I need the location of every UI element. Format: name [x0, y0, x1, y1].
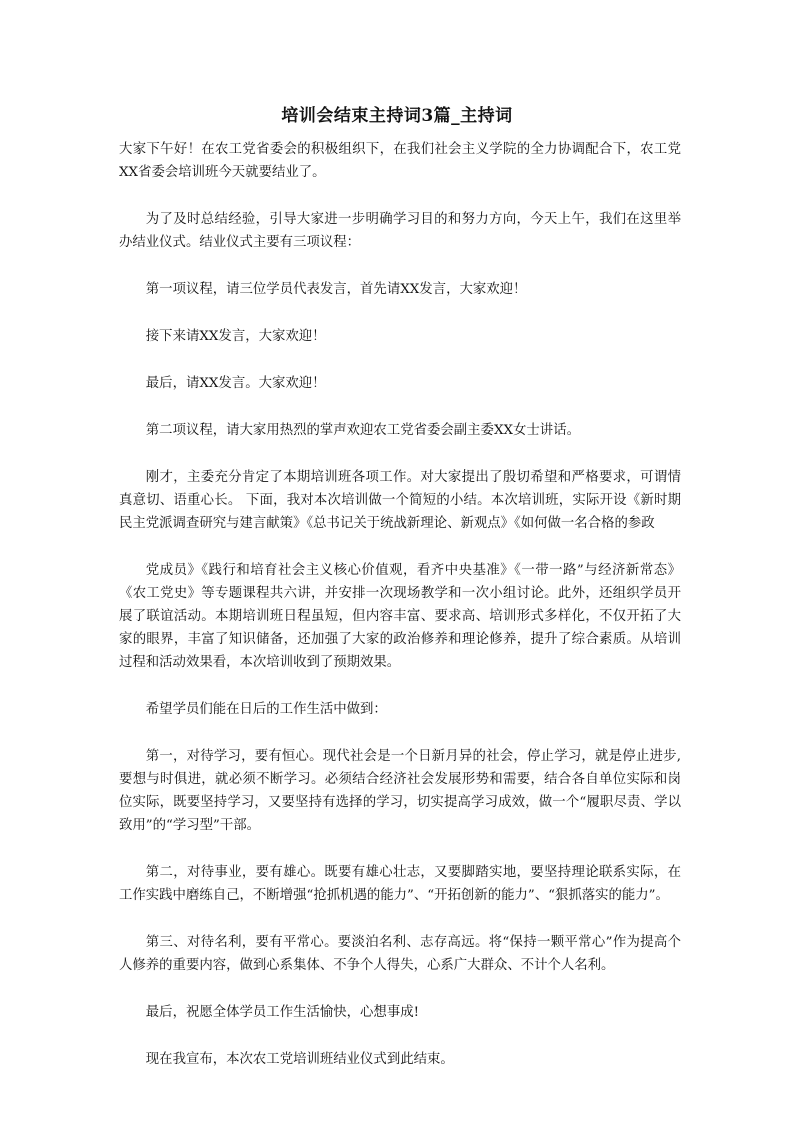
document-title: 培训会结束主持词3篇_主持词	[281, 106, 513, 126]
paragraph-agenda-intro: 为了及时总结经验，引导大家进一步明确学习目的和努力方向，今天上午，我们在这里举办结业仪式。结业仪式主要有三项议程：	[119, 212, 681, 250]
paragraph-agenda-item-2: 第二项议程，请大家用热烈的掌声欢迎农工党省委会副主委XX女士讲话。	[145, 423, 580, 438]
paragraph-agenda-item-1: 第一项议程，请三位学员代表发言，首先请XX发言，大家欢迎！	[145, 282, 527, 297]
paragraph-closing: 现在我宣布，本次农工党培训班结业仪式到此结束。	[145, 1052, 454, 1067]
paragraph-summary: 刚才，主委充分肯定了本期培训班各项工作。对大家提出了殷切希望和严格要求，可谓情真意切、语重心长。 下面，我对本次培训做一个简短的小结。本次培训班，实际开设《新时期民主党派调查研究与建言献策》《总书记关于统战新理论、新观点》《如何做一名合格的参政	[119, 470, 681, 531]
paragraph-hope-learning: 第一，对待学习，要有恒心。现代社会是一个日新月异的社会，停止学习，就是停止进步,要想与时俱进，就必须不断学习。必须结合经济社会发展形势和需要，结合各自单位实际和岗位实际，既要坚持学习，又要坚持有选择的学习，切实提高学习成效，做一个“履职尽责、学以致用”的“学习型”干部。	[119, 749, 681, 833]
paragraph-greeting: 大家下午好！在农工党省委会的积极组织下，在我们社会主义学院的全力协调配合下，农工党XX省委会培训班今天就要结业了。	[119, 142, 681, 180]
paragraph-hope-career: 第二，对待事业，要有雄心。既要有雄心壮志，又要脚踏实地，要坚持理论联系实际，在工作实践中磨练自己，不断增强“抢抓机遇的能力”、“开拓创新的能力”、“狠抓落实的能力”。	[119, 865, 681, 903]
paragraph-third-speaker: 最后，请XX发言。大家欢迎！	[145, 376, 326, 391]
paragraph-second-speaker: 接下来请XX发言，大家欢迎！	[145, 329, 326, 344]
paragraph-hope-fame: 第三、对待名利，要有平常心。要淡泊名利、志存高远。将“保持一颗平常心”作为提高个人修养的重要内容，做到心系集体、不争个人得失，心系广大群众、不计个人名利。	[119, 935, 681, 973]
paragraph-wishes: 最后，祝愿全体学员工作生活愉快，心想事成!	[145, 1005, 419, 1020]
document-body	[119, 138, 681, 1095]
paragraph-summary-continued: 党成员》《践行和培育社会主义核心价值观，看齐中央基准》《一带一路”与经济新常态》《农工党史》等专题课程共六讲，并安排一次现场教学和一次小组讨论。此外，还组织学员开展了联谊活动。本期培训班日程虽短，但内容丰富、要求高、培训形式多样化，不仅开拓了大家的眼界，丰富了知识储备，还加强了大家的政治修养和理论修养，提升了综合素质。从培训过程和活动效果看，本次培训收到了预期效果。	[119, 563, 681, 670]
paragraph-hopes-intro: 希望学员们能在日后的工作生活中做到：	[145, 702, 387, 717]
